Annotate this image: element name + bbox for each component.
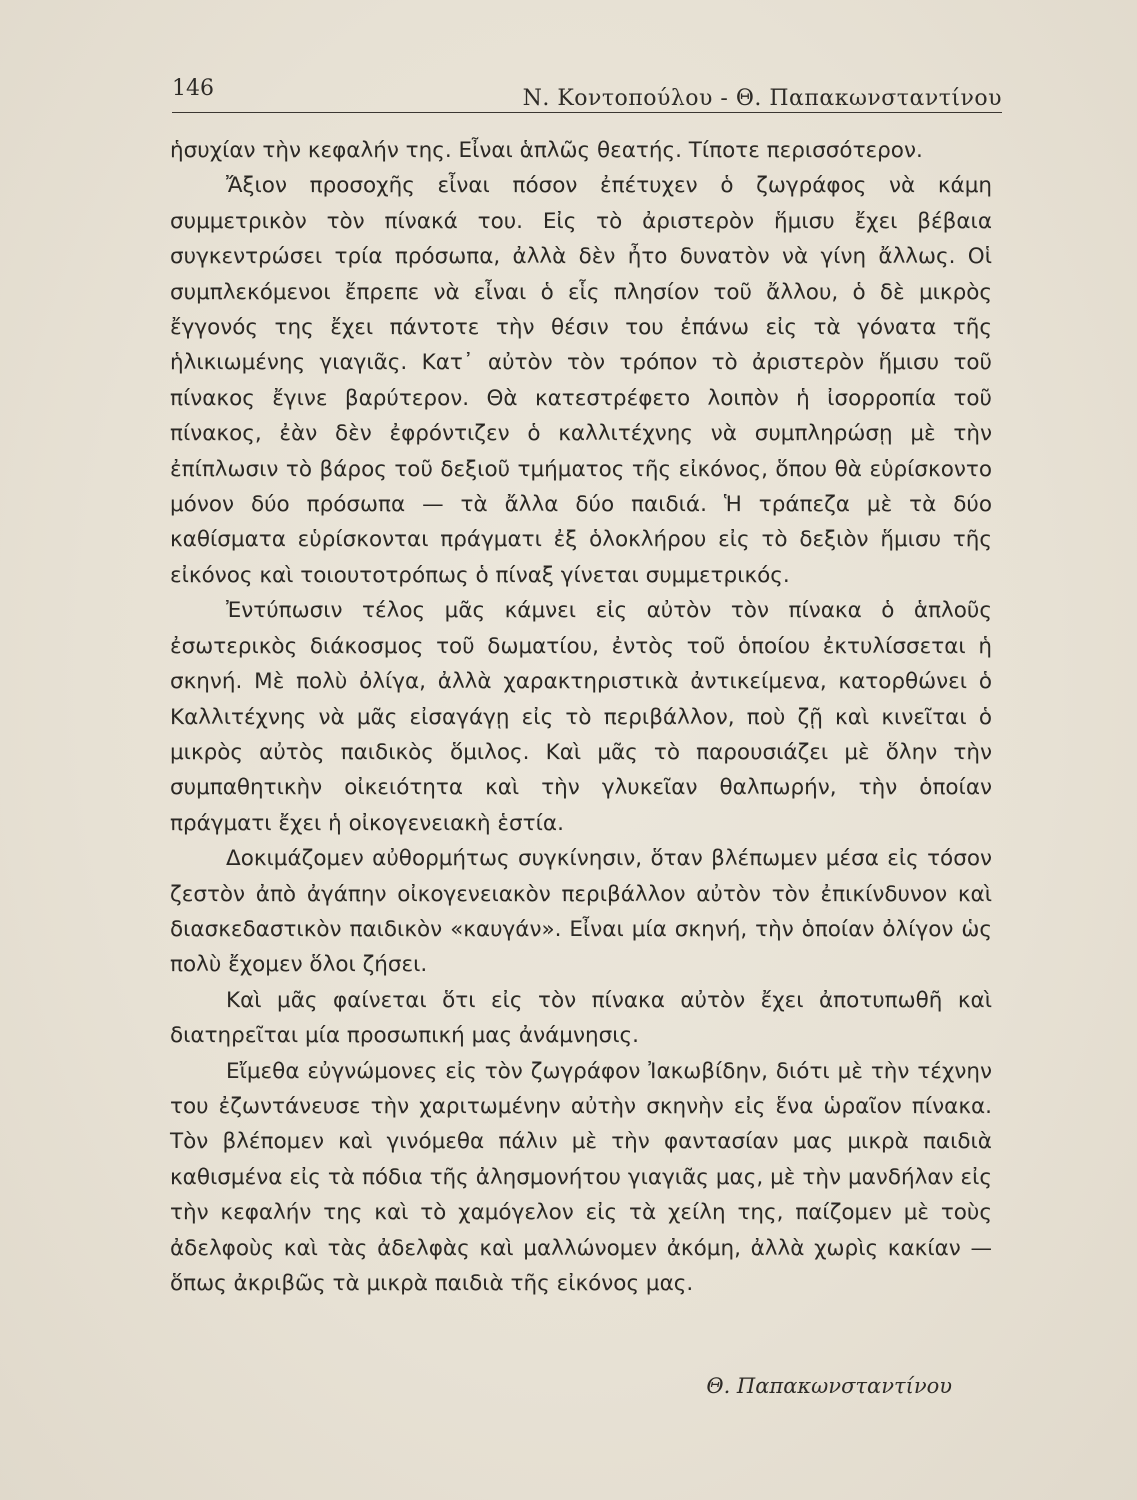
- paragraph: Ἄξιον προσοχῆς εἶναι πόσον ἐπέτυχεν ὁ ζωγράφος νὰ κάμη συμμετρικὸν τὸν πίνακά του. Εἰς τὸ ἀριστερὸν ἥμισυ ἔχει βέβαια συγκεντρώσει τρία πρόσωπα, ἀλλὰ δὲν ἦτο δυνατὸν νὰ γίνη ἄλλως. Οἱ συμπλεκόμενοι ἔπρεπε νὰ εἶναι ὁ εἷς πλησίον τοῦ ἄλλου, ὁ δὲ μικρὸς ἔγγονός της ἔχει πάντοτε τὴν θέσιν του ἐπάνω εἰς τὰ γόνατα τῆς ἡλικιωμένης γιαγιᾶς. Κατ᾽ αὐτὸν τὸν τρόπον τὸ ἀριστερὸν ἥμισυ τοῦ πίνακος ἔγινε βαρύτερον. Θὰ κατεστρέφετο λοιπὸν ἡ ἰσορροπία τοῦ πίνακος, ἐὰν δὲν ἐφρόντιζεν ὁ καλλιτέχνης νὰ συμπληρώσῃ μὲ τὴν ἐπίπλωσιν τὸ βάρος τοῦ δεξιοῦ τμήματος τῆς εἰκόνος, ὅπου θὰ εὑρίσκοντο μόνον δύο πρόσωπα — τὰ ἄλλα δύο παιδιά. Ἡ τράπεζα μὲ τὰ δύο καθίσματα εὑρίσκονται πράγματι ἐξ ὁλοκλήρου εἰς τὸ δεξιὸν ἥμισυ τῆς εἰκόνος καὶ τοιουτοτρόπως ὁ πίναξ γίνεται συμμετρικός.: [170, 173, 992, 588]
- paragraph: Καὶ μᾶς φαίνεται ὅτι εἰς τὸν πίνακα αὐτὸν ἔχει ἀποτυπωθῆ καὶ διατηρεῖται μία προσωπική μας ἀνάμνησις.: [170, 987, 992, 1049]
- paragraph: Δοκιμάζομεν αὐθορμήτως συγκίνησιν, ὅταν βλέπωμεν μέσα εἰς τόσον ζεστὸν ἀπὸ ἀγάπην οἰκογενειακὸν περιβάλλον αὐτὸν τὸν ἐπικίνδυνον καὶ διασκεδαστικὸν παιδικὸν «καυγάν». Εἶναι μία σκηνή, τὴν ὁποίαν ὀλίγον ὡς πολὺ ἔχομεν ὅλοι ζήσει.: [170, 846, 992, 978]
- page-header: [172, 76, 1002, 116]
- paragraph: Ἐντύπωσιν τέλος μᾶς κάμνει εἰς αὐτὸν τὸν πίνακα ὁ ἁπλοῦς ἐσωτερικὸς διάκοσμος τοῦ δωματίου, ἐντὸς τοῦ ὁποίου ἐκτυλίσσεται ἡ σκηνή. Μὲ πολὺ ὀλίγα, ἀλλὰ χαρακτηριστικὰ ἀντικείμενα, κατορθώνει ὁ Καλλιτέχνης νὰ μᾶς εἰσαγάγῃ εἰς τὸ περιβάλλον, ποὺ ζῇ καὶ κινεῖται ὁ μικρὸς αὐτὸς παιδικὸς ὅμιλος. Καὶ μᾶς τὸ παρουσιάζει μὲ ὅλην τὴν συμπαθητικὴν οἰκειότητα καὶ τὴν γλυκεῖαν θαλπωρήν, τὴν ὁποίαν πράγματι ἔχει ἡ οἰκογενειακὴ ἑστία.: [170, 598, 992, 836]
- header-rule: [172, 112, 1002, 113]
- body-text: [170, 133, 992, 1301]
- paragraph: ἡσυχίαν τὴν κεφαλήν της. Εἶναι ἁπλῶς θεατής. Τίποτε περισσότερον.: [170, 138, 923, 163]
- running-head: Ν. Κοντοπούλου - Θ. Παπακωνσταντίνου: [522, 86, 1002, 111]
- page-number: 146: [172, 76, 214, 101]
- author-signature: Θ. Παπακωνσταντίνου: [706, 1374, 952, 1398]
- paragraph: Εἴμεθα εὐγνώμονες εἰς τὸν ζωγράφον Ἰακωβίδην, διότι μὲ τὴν τέχνην του ἐζωντάνευσε τὴν χαριτωμένην αὐτὴν σκηνὴν εἰς ἕνα ὡραῖον πίνακα. Τὸν βλέπομεν καὶ γινόμεθα πάλιν μὲ τὴν φαντασίαν μας μικρὰ παιδιὰ καθισμένα εἰς τὰ πόδια τῆς ἀλησμονήτου γιαγιᾶς μας, μὲ τὴν μανδήλαν εἰς τὴν κεφαλήν της καὶ τὸ χαμόγελον εἰς τὰ χείλη της, παίζομεν μὲ τοὺς ἀδελφοὺς καὶ τὰς ἀδελφὰς καὶ μαλλώνομεν ἀκόμη, ἀλλὰ χωρὶς κακίαν — ὅπως ἀκριβῶς τὰ μικρὰ παιδιὰ τῆς εἰκόνος μας.: [170, 1058, 992, 1296]
